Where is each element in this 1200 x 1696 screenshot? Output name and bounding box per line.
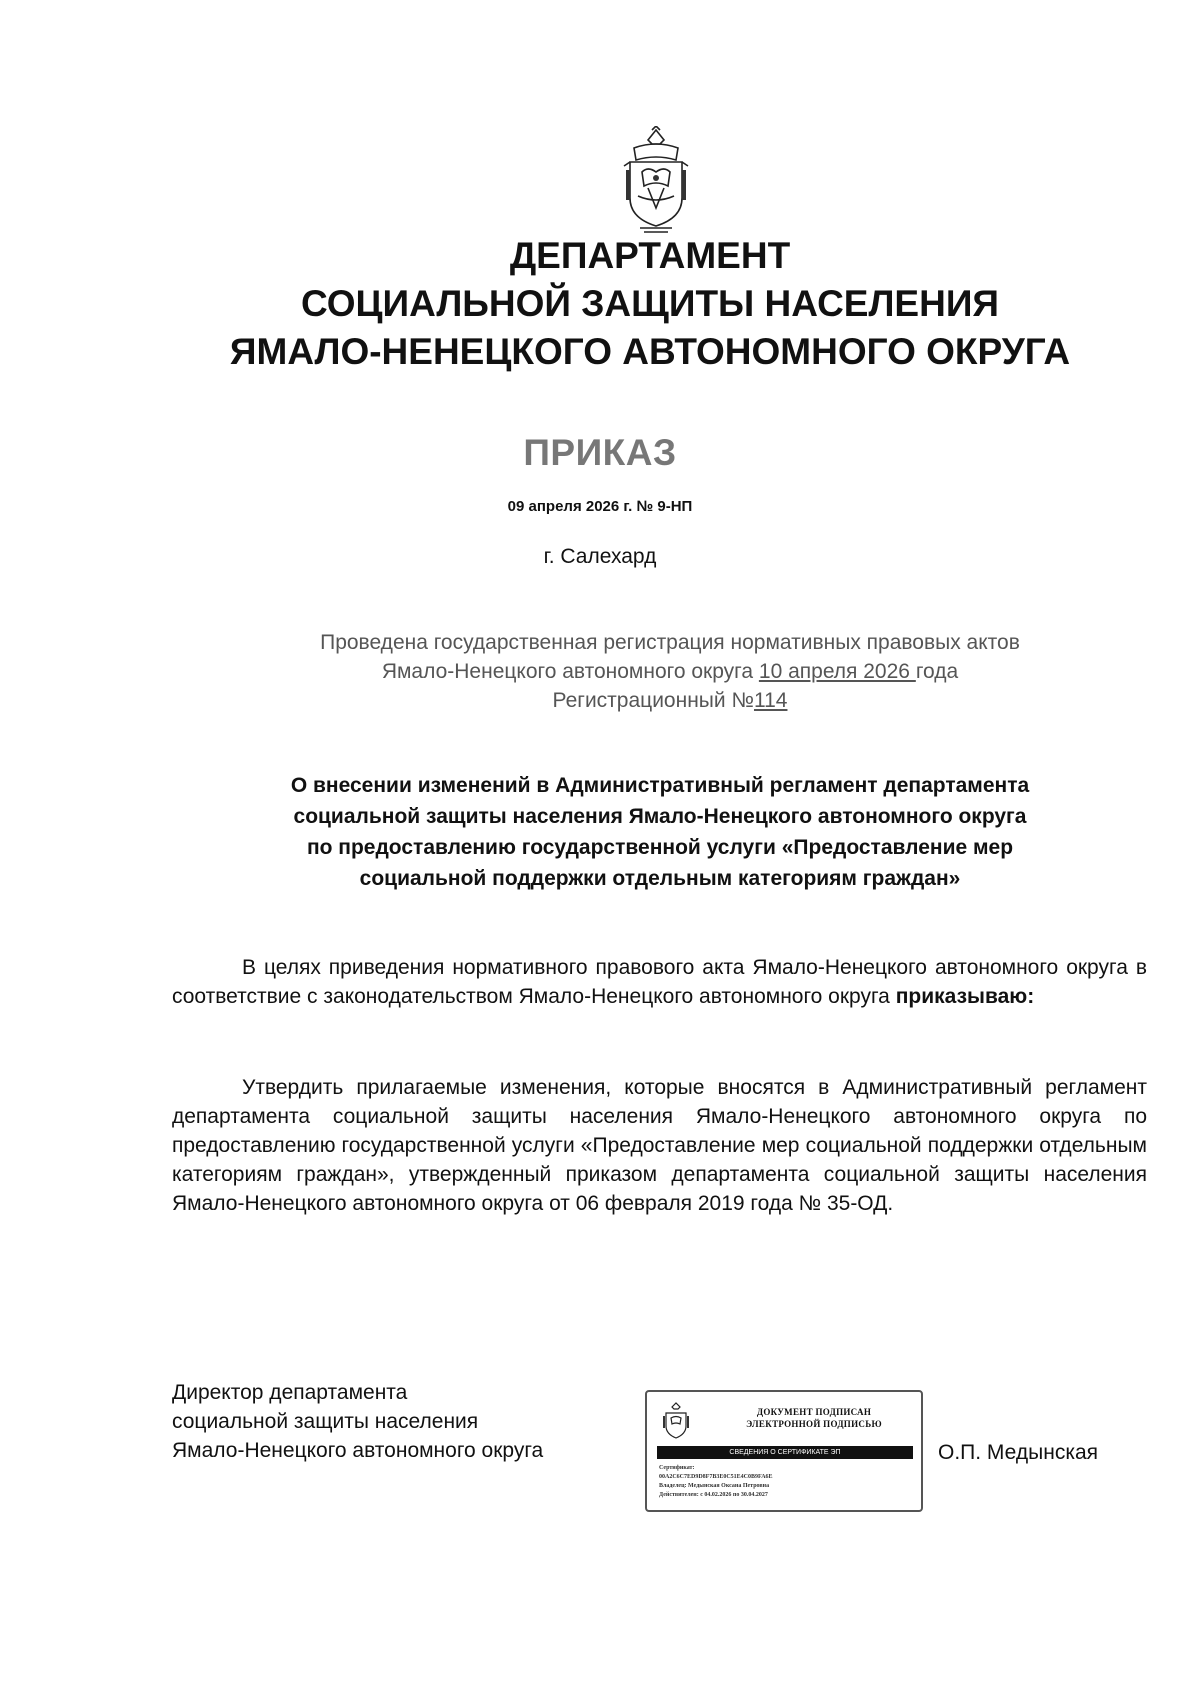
signer-position-line-1: Директор департамента bbox=[172, 1381, 408, 1404]
signer-position-line-3: Ямало-Ненецкого автономного округа bbox=[172, 1439, 544, 1462]
subject-line-3: по предоставлению государственной услуги «Предоставление мер bbox=[306, 836, 1014, 859]
stamp-title bbox=[709, 1406, 919, 1430]
stamp-certificate-bar: СВЕДЕНИЯ О СЕРТИФИКАТЕ ЭП bbox=[657, 1446, 913, 1459]
signer-position-line-2: социальной защиты населения bbox=[172, 1410, 479, 1433]
preamble-paragraph bbox=[172, 953, 1147, 1011]
registration-line-3 bbox=[180, 686, 1160, 715]
registration-line-2 bbox=[180, 657, 1160, 686]
stamp-cert-label: Сертификат: bbox=[659, 1465, 695, 1471]
order-city: г. Салехард bbox=[543, 545, 657, 568]
order-subject bbox=[160, 770, 1160, 894]
department-title-line-1: ДЕПАРТАМЕНТ bbox=[509, 235, 791, 276]
stamp-emblem-icon bbox=[661, 1402, 691, 1440]
stamp-title-line-2: ЭЛЕКТРОННОЙ ПОДПИСЬЮ bbox=[746, 1419, 882, 1429]
order-title: ПРИКАЗ bbox=[523, 432, 677, 473]
department-title-line-2: СОЦИАЛЬНОЙ ЗАЩИТЫ НАСЕЛЕНИЯ bbox=[300, 283, 1000, 324]
subject-line-2: социальной защиты населения Ямало-Ненецкого автономного округа bbox=[293, 805, 1027, 828]
electronic-signature-stamp bbox=[645, 1390, 923, 1512]
registration-number-label: Регистрационный № bbox=[552, 689, 754, 712]
subject-line-1: О внесении изменений в Административный регламент департамента bbox=[290, 774, 1030, 797]
subject-line-4: социальной поддержки отдельным категориям граждан» bbox=[359, 867, 961, 890]
registration-year-word: года bbox=[915, 660, 959, 683]
registration-region: Ямало-Ненецкого автономного округа bbox=[381, 660, 759, 683]
operative-paragraph bbox=[172, 1073, 1147, 1218]
stamp-cert-number: 00A2C6C7ED9D8F7B3E0C51E4C0B9FA6E bbox=[659, 1474, 773, 1480]
department-title-line-3: ЯМАЛО-НЕНЕЦКОГО АВТОНОМНОГО ОКРУГА bbox=[229, 331, 1071, 372]
department-header bbox=[150, 232, 1150, 376]
registration-note bbox=[180, 628, 1160, 715]
order-date-number: 09 апреля 2026 г. № 9-НП bbox=[507, 498, 693, 515]
stamp-owner: Владелец: Медынская Оксана Петровна bbox=[659, 1483, 770, 1489]
stamp-validity: Действителен: с 04.02.2026 по 30.04.2027 bbox=[659, 1492, 768, 1498]
order-verb: приказываю: bbox=[895, 985, 1035, 1008]
stamp-title-line-1: ДОКУМЕНТ ПОДПИСАН bbox=[756, 1407, 872, 1417]
operative-text: Утвердить прилагаемые изменения, которые вносятся в Административный регламент департамента социальной защиты населения Ямало-Ненецкого автономного округа по предоставлению государственной услуги «Предоставление мер социальной поддержки отдельным категориям граждан», утвержденный приказом департамента социальной защиты населения Ямало-Ненецкого автономного округа от 06 февраля 2019 года № 35-ОД. bbox=[172, 1076, 1147, 1215]
registration-date: 10 апреля 2026 bbox=[758, 660, 916, 683]
preamble-text: В целях приведения нормативного правового акта Ямало-Ненецкого автономного округа в соответствие с законодательством Ямало-Ненецкого автономного округа bbox=[172, 956, 1147, 1008]
registration-line-1: Проведена государственная регистрация нормативных правовых актов bbox=[320, 631, 1020, 654]
signer-position bbox=[172, 1378, 543, 1465]
registration-number: 114 bbox=[753, 689, 788, 712]
signer-name: О.П. Медынская bbox=[938, 1441, 1099, 1464]
coat-of-arms-icon bbox=[618, 126, 694, 234]
